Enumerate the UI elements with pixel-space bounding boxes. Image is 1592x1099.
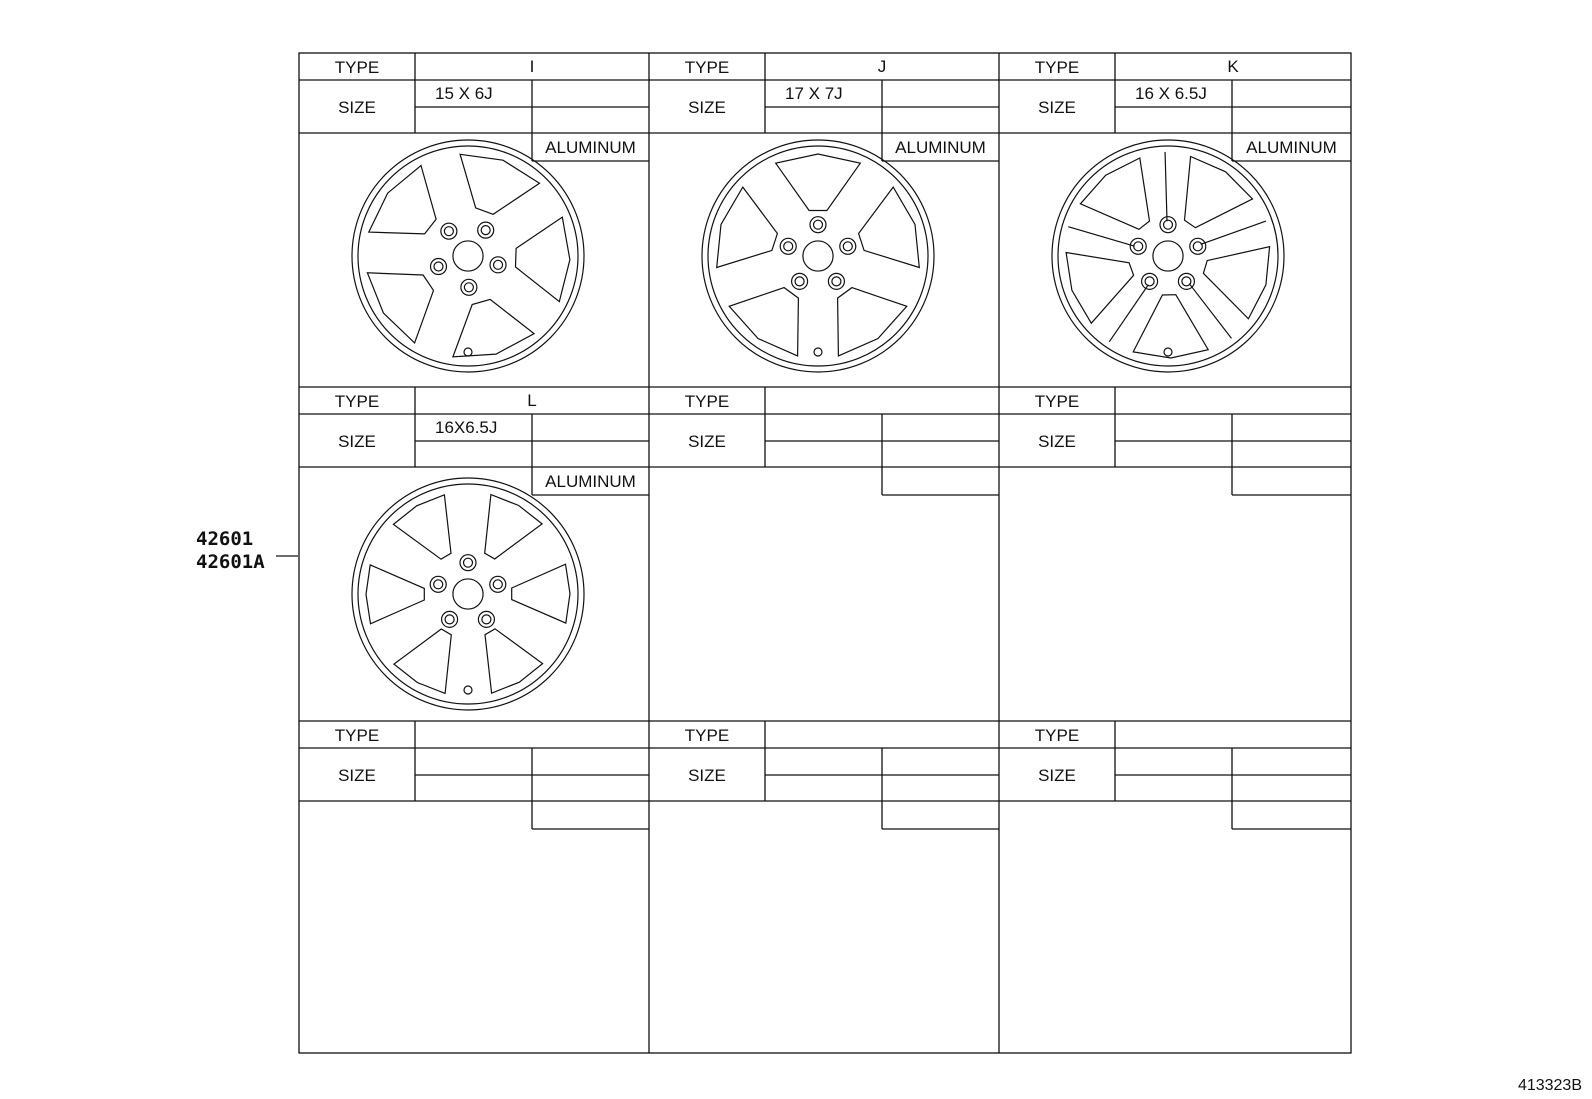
size-label: SIZE: [688, 98, 726, 117]
lug-nut-inner: [843, 242, 852, 251]
spoke-window: [366, 565, 424, 624]
wheel-rim-outer: [702, 140, 934, 372]
spoke-window: [776, 154, 861, 211]
wheel-rim-outer: [352, 140, 584, 372]
lug-nut-inner: [832, 277, 841, 286]
valve-stem: [814, 348, 822, 356]
diagram-reference: 413323B: [1517, 1077, 1582, 1094]
lug-nut-outer: [792, 273, 808, 289]
lug-nut-outer: [1130, 238, 1146, 254]
spoke-window: [485, 629, 543, 693]
material-label: ALUMINUM: [545, 472, 636, 491]
lug-nut-inner: [1193, 242, 1202, 251]
lug-nut-inner: [464, 558, 473, 567]
type-label: TYPE: [1034, 58, 1080, 77]
lug-nut-outer: [478, 611, 494, 627]
lug-nut-inner: [1182, 277, 1191, 286]
type-label: TYPE: [1034, 392, 1080, 411]
size-label: SIZE: [1038, 98, 1076, 117]
table-labels: [335, 57, 1337, 785]
split-spoke-line: [1068, 227, 1134, 247]
wheel-rim-inner: [708, 146, 928, 366]
lug-nut-outer: [430, 259, 446, 275]
wheel-rim-inner: [358, 484, 578, 704]
size-value: 15 X 6J: [435, 84, 493, 103]
valve-stem: [464, 348, 472, 356]
lug-nut-outer: [478, 222, 494, 238]
split-spoke-line: [1165, 152, 1167, 221]
lug-nut-inner: [493, 580, 502, 589]
hub-center: [803, 241, 833, 271]
lug-nut-inner: [814, 220, 823, 229]
size-label: SIZE: [1038, 766, 1076, 785]
lug-nut-outer: [1160, 217, 1176, 233]
lug-nut-inner: [464, 283, 473, 292]
material-label: ALUMINUM: [1246, 138, 1337, 157]
lug-nut-outer: [460, 555, 476, 571]
lug-nut-outer: [461, 279, 477, 295]
spoke-window: [729, 288, 798, 356]
lug-nut-outer: [441, 223, 457, 239]
split-spoke-line: [1201, 221, 1266, 244]
hub-center: [1153, 241, 1183, 271]
spoke-window: [394, 629, 451, 693]
lug-nut-inner: [494, 260, 503, 269]
spoke-window: [367, 273, 433, 343]
type-label: TYPE: [334, 726, 380, 745]
spoke-window: [369, 166, 436, 234]
wheel-rim-outer: [352, 478, 584, 710]
spoke-window: [485, 495, 542, 559]
type-value: J: [877, 57, 887, 76]
spoke-window: [512, 564, 570, 623]
spoke-window: [516, 217, 570, 302]
type-label: TYPE: [684, 392, 730, 411]
wheel-type-k: [1052, 140, 1284, 372]
size-label: SIZE: [338, 98, 376, 117]
type-label: TYPE: [334, 392, 380, 411]
type-label: TYPE: [334, 58, 380, 77]
size-label: SIZE: [688, 432, 726, 451]
size-label: SIZE: [338, 432, 376, 451]
hub-center: [453, 241, 483, 271]
lug-nut-outer: [780, 238, 796, 254]
lug-nut-outer: [1190, 238, 1206, 254]
part-number-1: 42601: [196, 528, 254, 550]
lug-nut-inner: [482, 615, 491, 624]
lug-nut-inner: [795, 277, 804, 286]
size-value: 16 X 6.5J: [1135, 84, 1207, 103]
size-label: SIZE: [688, 766, 726, 785]
spoke-window: [1066, 253, 1134, 324]
wheel-rim-inner: [358, 146, 578, 366]
lug-nut-outer: [810, 217, 826, 233]
spoke-window: [859, 187, 920, 267]
lug-nut-inner: [1145, 277, 1154, 286]
spoke-window: [717, 187, 778, 267]
lug-nut-inner: [434, 262, 443, 271]
wheel-type-j: [702, 140, 934, 372]
lug-nut-inner: [444, 227, 453, 236]
lug-nut-outer: [490, 257, 506, 273]
lug-nut-outer: [1178, 273, 1194, 289]
size-value: 17 X 7J: [785, 84, 843, 103]
valve-stem: [464, 686, 472, 694]
split-spoke-line: [1189, 284, 1231, 339]
lug-nut-inner: [1134, 242, 1143, 251]
lug-nut-outer: [430, 576, 446, 592]
wheel-type-i: [352, 140, 584, 372]
lug-nut-inner: [1164, 220, 1173, 229]
wheel-type-l: [352, 478, 584, 710]
lug-nut-outer: [828, 273, 844, 289]
lug-nut-outer: [442, 611, 458, 627]
spoke-window: [453, 299, 534, 357]
table-border: [299, 53, 1351, 1053]
lug-nut-inner: [784, 242, 793, 251]
valve-stem: [1164, 348, 1172, 356]
lug-nut-outer: [1142, 273, 1158, 289]
type-value: L: [527, 391, 537, 410]
spoke-window: [393, 495, 451, 559]
hub-center: [453, 579, 483, 609]
type-label: TYPE: [684, 726, 730, 745]
spoke-window: [838, 288, 907, 356]
size-value: 16X6.5J: [435, 418, 498, 437]
material-label: ALUMINUM: [545, 138, 636, 157]
lug-nut-inner: [481, 226, 490, 235]
lug-nut-inner: [434, 580, 443, 589]
size-label: SIZE: [1038, 432, 1076, 451]
type-value: K: [1227, 57, 1239, 76]
part-number-2: 42601A: [196, 551, 265, 573]
material-label: ALUMINUM: [895, 138, 986, 157]
lug-nut-inner: [445, 615, 454, 624]
spoke-window: [1203, 247, 1269, 319]
table-grid: [299, 53, 1351, 1053]
lug-nut-outer: [490, 576, 506, 592]
type-label: TYPE: [684, 58, 730, 77]
type-label: TYPE: [1034, 726, 1080, 745]
size-label: SIZE: [338, 766, 376, 785]
lug-nut-outer: [840, 238, 856, 254]
type-value: I: [529, 57, 535, 76]
